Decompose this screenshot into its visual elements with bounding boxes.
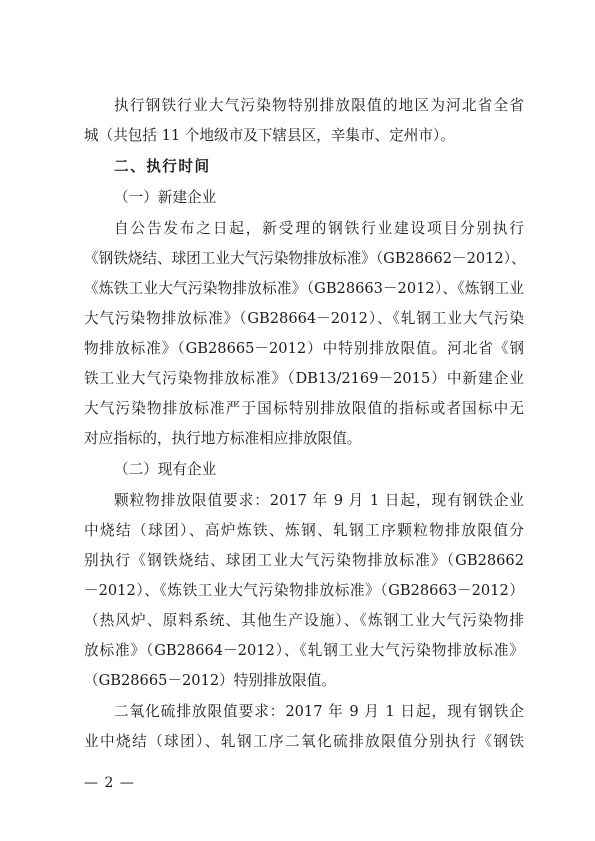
paragraph-line: 《钢铁烧结、球团工业大气污染物排放标准》（GB28662－2012）、 bbox=[84, 250, 526, 267]
subsection-heading: （二）现有企业 bbox=[114, 461, 217, 478]
paragraph-line: －2012）、《炼铁工业大气污染物排放标准》（GB28663－2012） bbox=[84, 582, 524, 599]
paragraph-line: 大气污染物排放标准严于国标特别排放限值的指标或者国标中无 bbox=[84, 400, 524, 417]
subsection-heading: （一）新建企业 bbox=[114, 189, 217, 206]
paragraph-line: 颗粒物排放限值要求：2017 年 9 月 1 日起，现有钢铁企业 bbox=[114, 492, 524, 509]
paragraph-line: 对应指标的，执行地方标准相应排放限值。 bbox=[84, 430, 362, 447]
paragraph-line: 城（共包括 11 个地级市及下辖县区，辛集市、定州市）。 bbox=[84, 127, 455, 144]
paragraph-line: 物排放标准》（GB28665－2012）中特别排放限值。河北省《钢 bbox=[84, 340, 524, 357]
paragraph-line: 业中烧结（球团）、轧钢工序二氧化硫排放限值分别执行《钢铁 bbox=[84, 733, 524, 750]
paragraph-line: 二氧化硫排放限值要求：2017 年 9 月 1 日起，现有钢铁企 bbox=[114, 703, 524, 720]
paragraph-line: （GB28665－2012）特别排放限值。 bbox=[84, 672, 336, 689]
paragraph-line: 大气污染物排放标准》（GB28664－2012）、《轧钢工业大气污染 bbox=[84, 310, 524, 327]
section-heading: 二、执行时间 bbox=[114, 158, 211, 175]
paragraph-line: 放标准》（GB28664－2012）、《轧钢工业大气污染物排放标准》 bbox=[84, 642, 524, 659]
paragraph-line: （热风炉、原料系统、其他生产设施）、《炼钢工业大气污染物排 bbox=[84, 612, 524, 629]
paragraph-line: 自公告发布之日起，新受理的钢铁行业建设项目分别执行 bbox=[114, 220, 524, 237]
paragraph-line: 中烧结（球团）、高炉炼铁、炼钢、轧钢工序颗粒物排放限值分 bbox=[84, 522, 524, 539]
paragraph-line: 《炼铁工业大气污染物排放标准》（GB28663－2012）、《炼钢工业 bbox=[84, 280, 524, 297]
page-number: — 2 — bbox=[84, 775, 135, 791]
paragraph-line: 铁工业大气污染物排放标准》（DB13/2169－2015）中新建企业 bbox=[84, 370, 524, 387]
paragraph-line: 执行钢铁行业大气污染物特别排放限值的地区为河北省全省 bbox=[114, 97, 524, 114]
paragraph-line: 别执行《钢铁烧结、球团工业大气污染物排放标准》（GB28662 bbox=[84, 552, 524, 569]
